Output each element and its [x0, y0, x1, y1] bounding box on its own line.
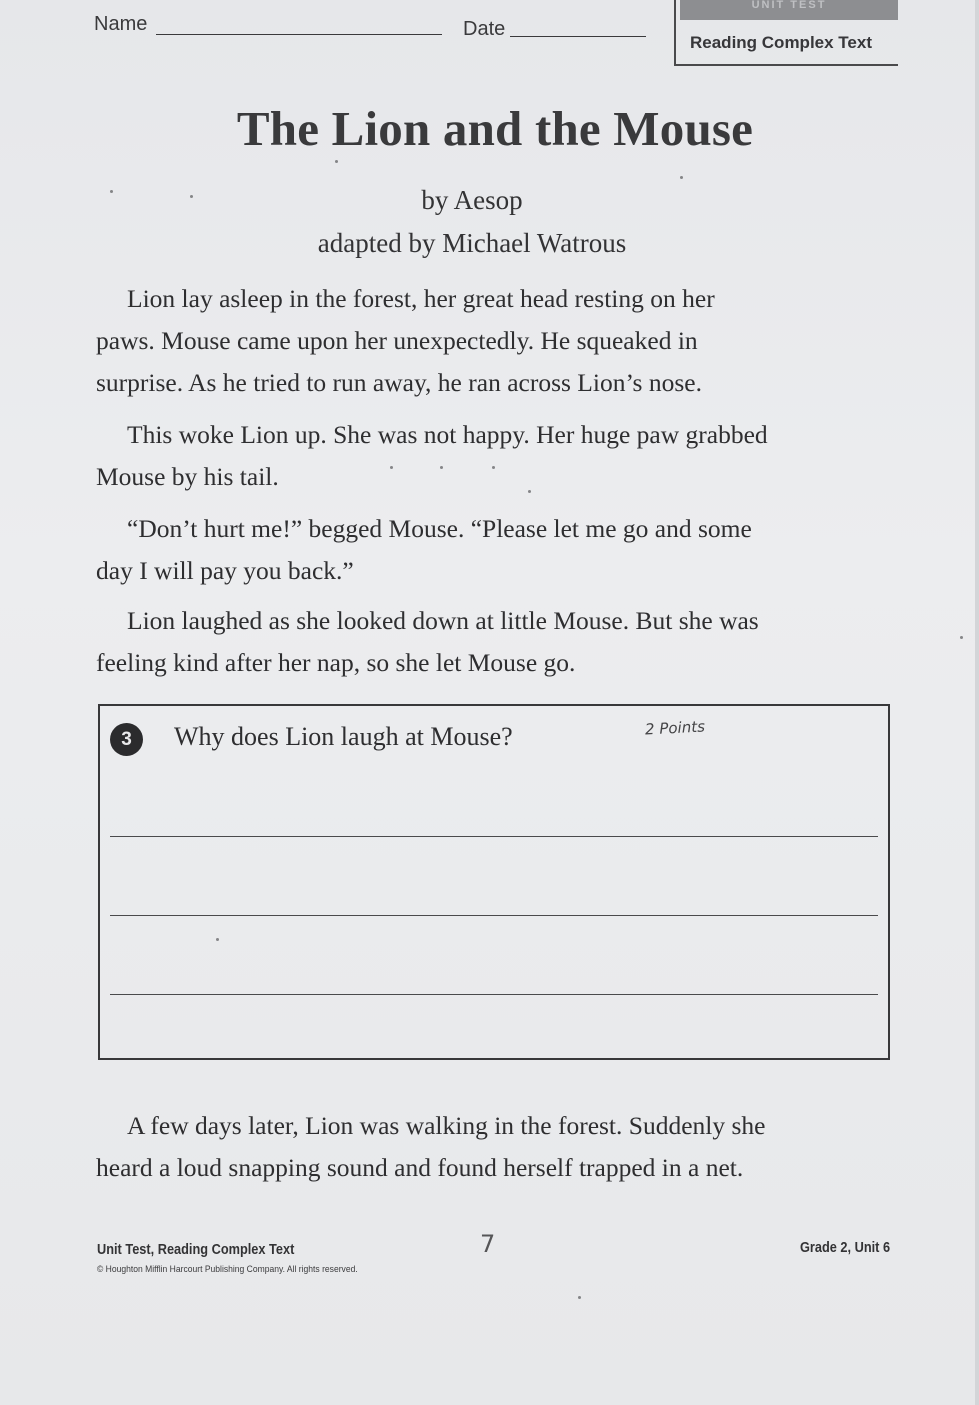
name-field-line[interactable]	[156, 34, 442, 35]
unit-test-badge	[674, 0, 898, 66]
story-adapter: adapted by Michael Watrous	[317, 228, 627, 258]
story-author: by Aesop	[421, 185, 523, 215]
answer-line-3[interactable]	[110, 994, 878, 995]
paper-speck	[960, 636, 963, 639]
paper-speck	[335, 160, 338, 163]
question-text: Why does Lion laugh at Mouse?	[174, 722, 513, 751]
story-title: The Lion and the Mouse	[236, 101, 754, 156]
paragraph-line: heard a loud snapping sound and found herself trapped in a net.	[96, 1153, 744, 1182]
paper-speck	[190, 195, 193, 198]
story-paragraph-2	[96, 414, 816, 498]
footer-test-name: Unit Test, Reading Complex Text	[97, 1242, 295, 1258]
story-paragraph-4	[96, 600, 806, 684]
unit-test-strip: UNIT TEST	[680, 0, 898, 20]
date-field-line[interactable]	[510, 36, 646, 37]
paper-speck	[110, 190, 113, 193]
footer-grade-unit: Grade 2, Unit 6	[800, 1240, 891, 1256]
story-paragraph-3	[96, 508, 806, 592]
paper-speck	[578, 1296, 581, 1299]
page-number: 7	[480, 1230, 496, 1258]
paper-speck	[492, 466, 495, 469]
paragraph-line: Mouse by his tail.	[96, 462, 279, 491]
paragraph-line: Lion laughed as she looked down at little Mouse. But she was	[127, 606, 759, 635]
paragraph-line: “Don’t hurt me!” begged Mouse. “Please let me go and some	[127, 514, 752, 543]
question-number-badge: 3	[110, 723, 143, 756]
unit-test-title: Reading Complex Text	[690, 33, 872, 52]
paragraph-line: surprise. As he tried to run away, he ran across Lion’s nose.	[96, 368, 702, 397]
handwritten-points-note: 2 Points	[644, 717, 706, 739]
paragraph-line: A few days later, Lion was walking in the forest. Suddenly she	[127, 1111, 766, 1140]
answer-line-1[interactable]	[110, 836, 878, 837]
story-paragraph-1	[96, 278, 806, 404]
answer-line-2[interactable]	[110, 915, 878, 916]
question-box	[98, 704, 890, 1060]
paragraph-line: This woke Lion up. She was not happy. Her huge paw grabbed	[127, 420, 768, 449]
paper-speck	[216, 938, 219, 941]
paper-edge	[975, 0, 979, 1405]
paragraph-line: paws. Mouse came upon her unexpectedly. He squeaked in	[96, 326, 698, 355]
paragraph-line: Lion lay asleep in the forest, her great head resting on her	[127, 284, 715, 313]
footer-copyright: © Houghton Mifflin Harcourt Publishing Company. All rights reserved.	[97, 1264, 358, 1275]
paragraph-line: day I will pay you back.”	[96, 556, 354, 585]
date-label: Date	[463, 18, 506, 40]
paper-speck	[528, 490, 531, 493]
paper-speck	[440, 466, 443, 469]
paper-speck	[680, 176, 683, 179]
story-paragraph-5	[96, 1105, 816, 1189]
paragraph-line: feeling kind after her nap, so she let Mouse go.	[96, 648, 576, 677]
paper-speck	[390, 466, 393, 469]
name-label: Name	[94, 13, 148, 35]
